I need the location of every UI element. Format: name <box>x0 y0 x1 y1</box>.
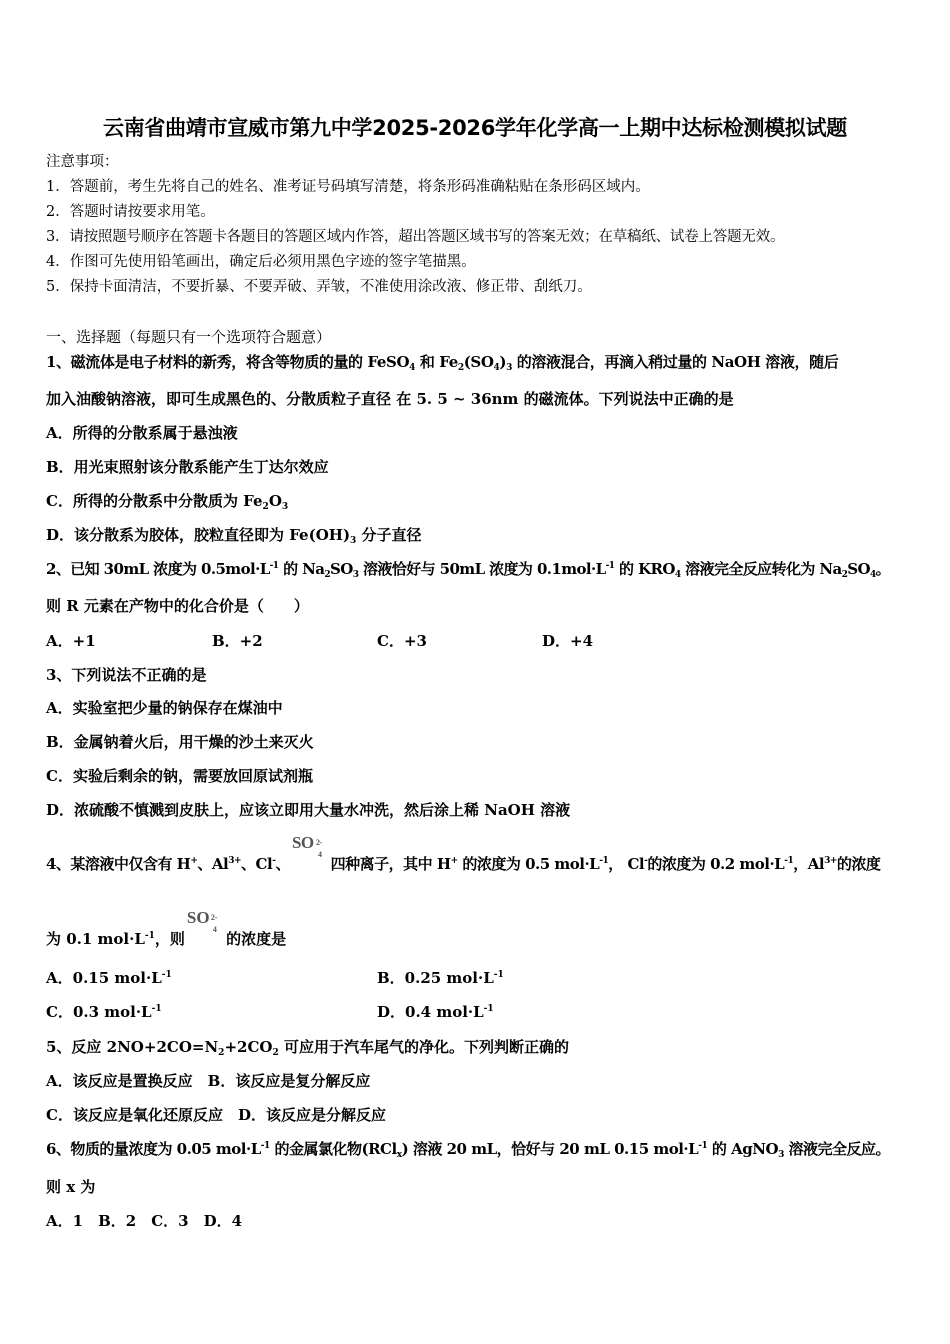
section-heading: 一、选择题（每题只有一个选项符合题意） <box>46 328 332 346</box>
question-2-option-a: A．+1 <box>46 632 96 650</box>
question-1-stem: 1、磁流体是电子材料的新秀，将含等物质的量的 FeSO$_4$ 和 $Fe_2(SO_4)_3$ 的溶液混合，再滴入稍过量的 NaOH 溶液，随后 <box>46 353 839 373</box>
notice-item-4: 4．作图可先使用铅笔画出，确定后必须用黑色字迹的签字笔描黑。 <box>46 254 476 270</box>
question-2-option-d: D．+4 <box>542 632 594 650</box>
question-5-stem: 5、反应 $2NO+2CO=N_2+2CO_2$ 可应用于汽车尾气的净化。下列判断正确的 <box>46 1038 569 1058</box>
notice-item-2: 2．答题时请按要求用笔。 <box>46 204 215 220</box>
question-4-stem-line2: 为 0.1 $mol\cdot L^{-1}$，则 SO 2- 4 的浓度是 <box>46 908 287 948</box>
question-2-stem: 2、已知 30mL 浓度为 $0.5mol\cdot L^{-1}$ 的 $Na_2SO_3$ 溶液恰好与 50mL 浓度为 $0.1mol\cdot L^{-1}$ 的 $KRO_4$ 溶液完全反应转化为 $Na_2SO_4$。 <box>46 560 891 580</box>
question-4-stem: 4、某溶液中仅含有 H+、$Al^{3+}$、Cl-、 SO 2- 4 四种离子，其中 H+ 的浓度为 0.5 $mol\cdot L^{-1}$， Cl-的浓度为 0.2 $mol\cdot L^{-1}$，$Al^{3+}$的浓度 <box>46 833 881 873</box>
sulfate-ion-formula: SO 2- 4 <box>186 908 218 934</box>
question-5-options-row1: A．该反应是置换反应 B．该反应是复分解反应 <box>46 1072 371 1090</box>
question-3-stem: 3、下列说法不正确的是 <box>46 666 207 684</box>
question-1-option-c: C．所得的分散系中分散质为 $Fe_2O_3$ <box>46 492 289 512</box>
question-1-option-d: D．该分散系为胶体，胶粒直径即为 $Fe(OH)_3$ 分子直径 <box>46 526 422 546</box>
question-3-option-c: C．实验后剩余的钠，需要放回原试剂瓶 <box>46 767 313 785</box>
page-title: 云南省曲靖市宣威市第九中学2025-2026学年化学高一上期中达标检测模拟试题 <box>103 116 847 140</box>
question-6-stem-line2: 则 x 为 <box>46 1178 96 1196</box>
question-6-stem: 6、物质的量浓度为 0.05 $mol\cdot L^{-1}$ 的金属氯化物(RCl$_x$) 溶液 20 mL，恰好与 20 mL 0.15 $mol\cdot L^{-1}$ 的 AgNO$_3$ 溶液完全反应。 <box>46 1140 891 1160</box>
notice-item-5: 5．保持卡面清洁，不要折暴、不要弄破、弄皱，不准使用涂改液、修正带、刮纸刀。 <box>46 279 592 295</box>
question-3-option-b: B．金属钠着火后，用干燥的沙土来灭火 <box>46 733 314 751</box>
question-1-option-b: B．用光束照射该分散系能产生丁达尔效应 <box>46 458 329 476</box>
question-4-option-c: C．0.3 $mol\cdot L^{-1}$ <box>46 1003 162 1021</box>
notice-heading: 注意事项： <box>46 154 119 170</box>
question-5-options-row2: C．该反应是氧化还原反应 D．该反应是分解反应 <box>46 1106 386 1124</box>
question-3-option-d: D．浓硫酸不慎溅到皮肤上，应该立即用大量水冲洗，然后涂上稀 NaOH 溶液 <box>46 801 571 819</box>
question-2-option-b: B．+2 <box>212 632 263 650</box>
question-2-option-c: C．+3 <box>377 632 427 650</box>
question-6-options: A．1 B．2 C．3 D．4 <box>46 1212 243 1230</box>
question-2-stem-line2: 则 R 元素在产物中的化合价是（ ） <box>46 597 309 615</box>
question-1-option-a: A．所得的分散系属于悬浊液 <box>46 424 238 442</box>
question-4-option-a: A．0.15 $mol\cdot L^{-1}$ <box>46 969 172 987</box>
sulfate-ion-formula: SO 2- 4 <box>291 833 322 859</box>
question-4-option-d: D．0.4 $mol\cdot L^{-1}$ <box>377 1003 494 1021</box>
question-1-stem-line2: 加入油酸钠溶液，即可生成黑色的、分散质粒子直径 在 5. 5 ~ 36nm 的磁流体。下列说法中正确的是 <box>46 390 734 408</box>
notice-item-1: 1．答题前，考生先将自己的姓名、准考证号码填写清楚，将条形码准确粘贴在条形码区域内。 <box>46 179 650 195</box>
question-4-option-b: B．0.25 $mol\cdot L^{-1}$ <box>377 969 504 987</box>
notice-item-3: 3．请按照题号顺序在答题卡各题目的答题区域内作答，超出答题区域书写的答案无效；在草稿纸、试卷上答题无效。 <box>46 229 785 245</box>
question-3-option-a: A．实验室把少量的钠保存在煤油中 <box>46 699 283 717</box>
